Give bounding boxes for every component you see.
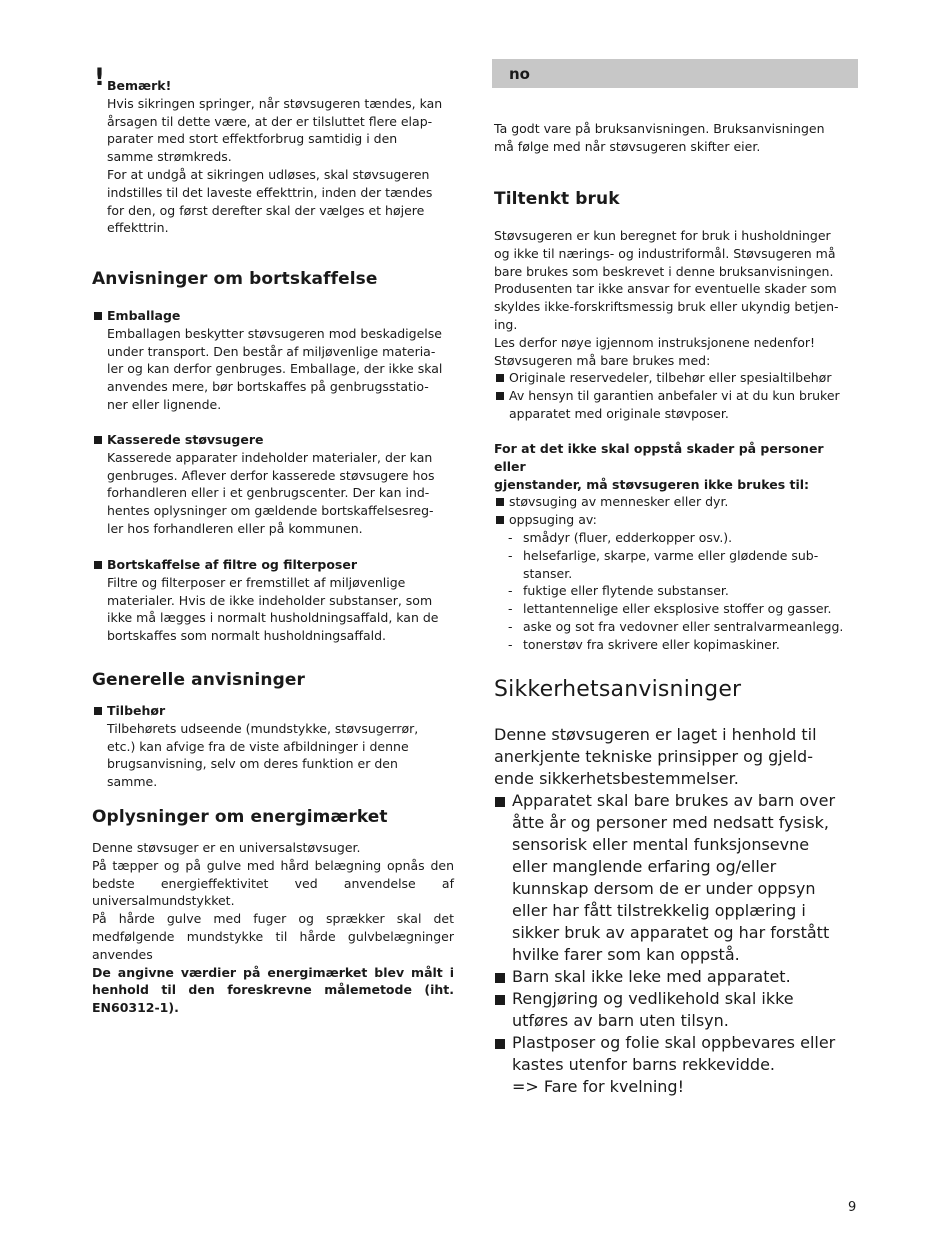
energy-heading: Oplysninger om energimærket <box>92 807 388 827</box>
safety-text: Denne støvsugeren er laget i henhold til anerkjente tekniske prinsipper og gjeld- ende sikkerhetsbestemmelser. Apparatet skal bare brukes av barn over åtte år og personer med nedsatt fysisk, sensorisk eller mental funksjonsevne eller manglende erfaring og/eller kunnskap dersom de er under oppsyn eller har fått tilstrekkelig opplæring i sikker bruk av apparatet og har forstått hvilke farer som kan oppstå. Barn skal ikke leke med apparatet. Rengjøring og vedlikehold skal ikke utføres av barn uten tilsyn. Plastposer og folie skal oppbevares eller kastes utenfor barns rekkevidde. => Fare for kvelning! <box>494 724 858 1098</box>
language-code: no <box>509 65 530 83</box>
list-item: støvsuging av mennesker eller dyr. <box>494 493 858 511</box>
list-item: oppsuging av: <box>494 511 858 529</box>
note-title: Bemærk! <box>107 78 172 93</box>
warning-exclamation-icon: ! <box>94 63 105 91</box>
intended-use-text: Støvsugeren er kun beregnet for bruk i husholdninger og ikke til nærings- og industriformål. Støvsugeren må bare brukes som beskrevet i denne bruksanvisningen. Produsenten tar ikke ansvar for eventuelle skader som skyldes ikke-forskriftsmessig bruk eller ukyndig betjen- ing. Les derfor nøye igjennom instruksjonene nedenfor! Støvsugeren må bare brukes med: Originale reservedeler, tilbehør eller spesialtilbehør Av hensyn til garantien anbefaler vi at du kun bruker apparatet med originale støvposer. <box>494 227 858 423</box>
intro-text: Ta godt vare på bruksanvisningen. Bruksanvisningen må følge med når støvsugeren skifter eier. <box>494 121 825 154</box>
list-item: Rengjøring og vedlikehold skal ikke utføres av barn uten tilsyn. <box>494 988 858 1032</box>
dash-item: - smådyr (fluer, edderkopper osv.). <box>494 529 858 547</box>
note-text: Hvis sikringen springer, når støvsugeren tændes, kan årsagen til dette være, at der er tilsluttet flere elap- parater med stort effektforbrug samtidig i den samme strømkreds. For at undgå at sikringen udløses, skal støvsugeren indstilles til det laveste effekttrin, inden der tændes for den, og først derefter skal der vælges et højere effekttrin. <box>107 95 443 236</box>
list-item: Originale reservedeler, tilbehør eller spesialtilbehør <box>494 369 858 387</box>
list-item: Barn skal ikke leke med apparatet. <box>494 966 858 988</box>
note-block <box>92 63 454 237</box>
safety-heading: Sikkerhetsanvisninger <box>494 677 742 702</box>
intended-use-heading: Tiltenkt bruk <box>494 189 620 209</box>
misuse-warning: For at det ikke skal oppstå skader på personer eller gjenstander, må støvsugeren ikke brukes til: støvsuging av mennesker eller dyr. oppsuging av: - smådyr (fluer, edderkopper osv.). - helsefarlige, skarpe, varme eller glødende sub- stanser. - fuktige eller flytende substanser. - lettantennelige eller eksplosive stoffer og gasser. - aske og sot fra vedovner eller sentralvarmeanlegg. - tonerstøv fra skrivere eller kopimaskiner. <box>494 440 858 654</box>
list-item: Av hensyn til garantien anbefaler vi at du kun bruker apparatet med originale støvposer. <box>494 387 858 423</box>
dash-item: - aske og sot fra vedovner eller sentralvarmeanlegg. <box>494 618 858 636</box>
disposal-item-filters: Bortskaffelse af filtre og filterposer Filtre og filterposer er fremstillet af miljøvenlige materialer. Hvis de ikke indeholder substanser, som ikke må lægges i normalt husholdningsaffald, kan de bortskaffes som normalt husholdningsaffald. <box>92 556 454 645</box>
disposal-item-packaging: Emballage Emballagen beskytter støvsugeren mod beskadigelse under transport. Den består af miljøvenlige materia- ler og kan derfor genbruges. Emballage, der ikke skal anvendes mere, bør bortskaffes på genbrugsstatio- ner eller lignende. <box>92 307 454 414</box>
dash-item: - fuktige eller flytende substanser. <box>494 582 858 600</box>
list-item: Apparatet skal bare brukes av barn over åtte år og personer med nedsatt fysisk, sensorisk eller mental funksjonsevne eller manglende erfaring og/eller kunnskap dersom de er under oppsyn eller har fått tilstrekkelig opplæring i sikker bruk av apparatet og har forstått hvilke farer som kan oppstå. <box>494 790 858 966</box>
dash-item: - tonerstøv fra skrivere eller kopimaskiner. <box>494 636 858 654</box>
disposal-heading: Anvisninger om bortskaffelse <box>92 269 378 289</box>
list-item: Plastposer og folie skal oppbevares eller kastes utenfor barns rekkevidde. => Fare for kvelning! <box>494 1032 858 1098</box>
dash-item: - lettantennelige eller eksplosive stoffer og gasser. <box>494 600 858 618</box>
page-number: 9 <box>848 1200 857 1215</box>
disposal-item-old-vacuums: Kasserede støvsugere Kasserede apparater indeholder materialer, der kan genbruges. Aflever derfor kasserede støvsugere hos forhandleren eller i et genbrugscenter. Der kan ind- hentes oplysninger om gældende bortskaffelsesreg- ler hos forhandleren eller på kommunen. <box>92 431 454 538</box>
language-bar <box>492 59 858 88</box>
general-item-accessories: Tilbehør Tilbehørets udseende (mundstykke, støvsugerrør, etc.) kan afvige fra de viste afbildninger i denne brugsanvisning, selv om deres funktion er den samme. <box>92 702 454 791</box>
dash-item: - helsefarlige, skarpe, varme eller glødende sub- <box>494 547 858 565</box>
general-heading: Generelle anvisninger <box>92 670 305 690</box>
energy-text: Denne støvsuger er en universalstøvsuger. På tæpper og på gulve med hård belægning opnås den bedste energieffektivitet ved anvendelse af universalmundstykket. På hårde gulve med fuger og sprækker skal det medfølgende mundstykke til hårde gulvbelægninger anvendes De angivne værdier på energimærket blev målt i henhold til den foreskrevne målemetode (iht. EN60312-1). <box>92 840 454 1016</box>
